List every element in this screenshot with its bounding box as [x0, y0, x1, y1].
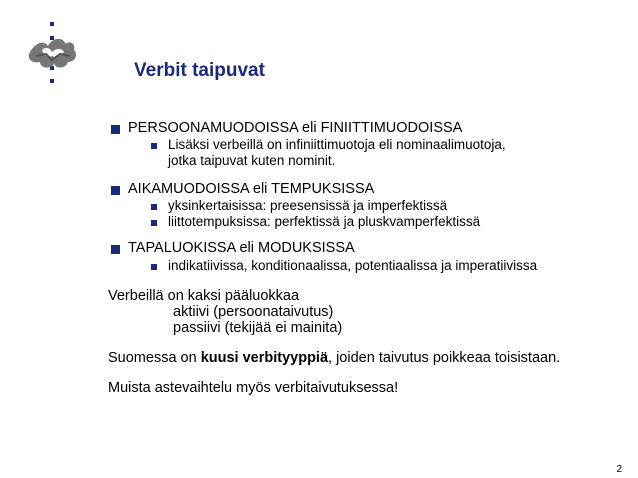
section-heading-aikamuodoissa: AIKAMUODOISSA eli TEMPUKSISSA [128, 181, 375, 197]
bullet-square-icon [111, 245, 120, 254]
verb-types-prefix: Suomessa on [108, 350, 201, 366]
bullet-square-icon [111, 125, 120, 134]
main-classes-intro: Verbeillä on kaksi pääluokkaa [108, 288, 300, 304]
sub-bullet-icon [151, 143, 157, 149]
verb-types-emphasis: kuusi verbityyppiä [200, 350, 329, 366]
section-heading-persoonamuodoissa: PERSOONAMUODOISSA eli FINIITTIMUODOISSA [128, 120, 463, 136]
verb-types-sentence [108, 350, 560, 366]
main-class-passive: passiivi (tekijää ei mainita) [173, 320, 343, 336]
sub-bullet-icon [151, 204, 157, 210]
section-item: yksinkertaisissa: preesensissä ja imperfektissä [168, 198, 448, 213]
slide-title: Verbit taipuvat [134, 60, 265, 81]
main-class-active: aktiivi (persoonataivutus) [173, 304, 334, 320]
section-heading-tapaluokissa: TAPALUOKISSA eli MODUKSISSA [128, 240, 355, 256]
sub-bullet-icon [151, 220, 157, 226]
bullet-square-icon [111, 186, 120, 195]
reminder-text: Muista astevaihtelu myös verbitaivutuksessa! [108, 380, 399, 396]
sub-bullet-icon [151, 264, 157, 270]
page-number: 2 [616, 464, 622, 475]
section-item: indikatiivissa, konditionaalissa, potentiaalissa ja imperatiivissa [168, 258, 538, 273]
university-logo-icon [22, 22, 82, 84]
section-item-continuation: jotka taipuvat kuten nominit. [168, 153, 336, 168]
section-item: Lisäksi verbeillä on infiniittimuotoja eli nominaalimuotoja, [168, 137, 506, 152]
verb-types-suffix: , joiden taivutus poikkeaa toisistaan. [328, 350, 561, 366]
section-item: liittotempuksissa: perfektissä ja pluskvamperfektissä [168, 214, 481, 229]
